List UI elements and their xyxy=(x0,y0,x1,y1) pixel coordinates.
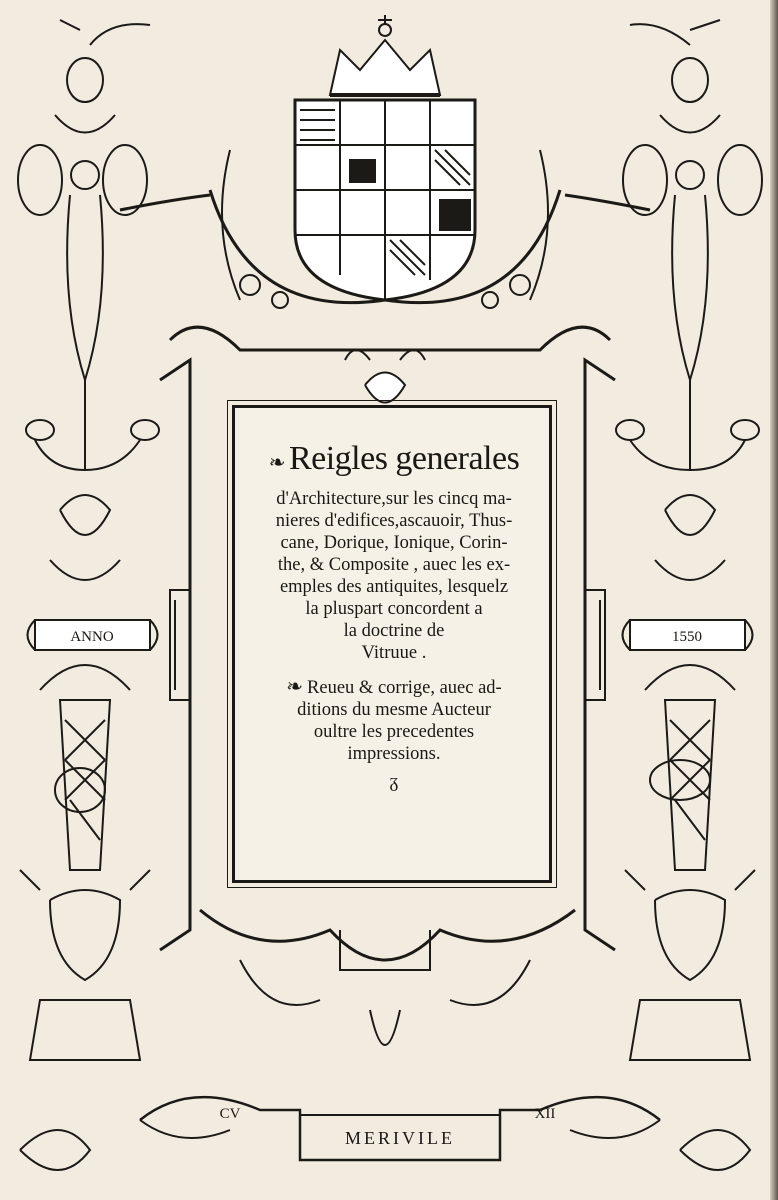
revision-line: ❧ Reueu & corrige, auec ad- xyxy=(286,676,502,698)
banner-left-label: CV xyxy=(219,1106,241,1122)
year-label: 1550 xyxy=(672,629,702,645)
crown-icon xyxy=(330,15,440,95)
description-line: Vitruue . xyxy=(361,643,427,663)
end-mark: ᵹ xyxy=(389,772,399,792)
description-line: la doctrine de xyxy=(343,621,445,641)
left-figure xyxy=(18,20,210,1060)
description-line: nieres d'edifices,ascauoir, Thus- xyxy=(275,511,513,531)
coat-of-arms-shield xyxy=(295,100,475,300)
title-text-block xyxy=(244,440,544,793)
banner-right-label: XII xyxy=(534,1106,556,1122)
book-board-edge xyxy=(770,0,778,1200)
revision-line: oultre les precedentes xyxy=(313,722,475,742)
description-line: cane, Dorique, Ionique, Corin- xyxy=(280,533,508,553)
page-title: Reigles generales xyxy=(288,440,520,477)
revision-line: ditions du mesme Aucteur xyxy=(297,700,491,720)
fleuron-icon: ❧ xyxy=(268,452,285,474)
title-row xyxy=(244,440,544,482)
fleuron-icon: ❧ xyxy=(286,676,304,698)
description-line: d'Architecture,sur les cincq ma- xyxy=(276,489,512,509)
anno-label: ANNO xyxy=(70,629,114,645)
description-line: the, & Composite , auec les ex- xyxy=(277,555,511,575)
description-line: emples des antiquites, lesquelz xyxy=(279,577,509,597)
right-figure xyxy=(565,20,762,1060)
revision-line: impressions. xyxy=(347,744,441,764)
description-line: la pluspart concordent a xyxy=(305,599,483,619)
banner-label: MERIVILE xyxy=(345,1128,455,1148)
